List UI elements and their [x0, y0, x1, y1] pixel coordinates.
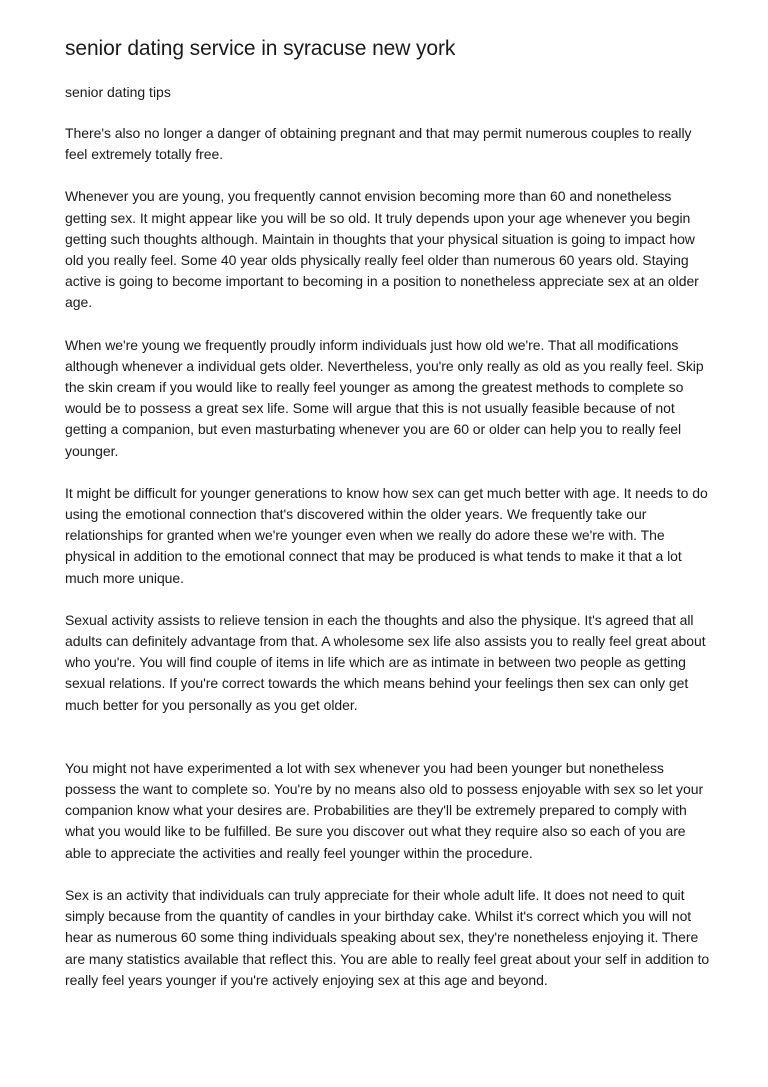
paragraph-6: You might not have experimented a lot with sex whenever you had been younger but nonetheless possess the want to complete so. You're by no means also old to possess enjoyable with sex so let your companion know what your desires are. Probabilities are they'll be extremely prepared to comply with what you would like to be fulfilled. Be sure you discover out what they require also so each of you are able to appreciate the activities and really feel younger within the procedure. [65, 759, 704, 861]
paragraph-1: There's also no longer a danger of obtaining pregnant and that may permit numerous couples to really feel extremely totally free. [65, 125, 692, 163]
paragraph-2: Whenever you are young, you frequently cannot envision becoming more than 60 and nonetheless getting sex. It might appear like you will be so old. It truly depends upon your age whenever you begin getting such thoughts although. Maintain in thoughts that your physical situation is going to impact how old you really feel. Some 40 year olds physically really feel older than numerous 60 years old. Staying active is going to become important to becoming in a position to nonetheless appreciate sex at an older age. [65, 188, 699, 311]
document-page [65, 36, 713, 1012]
paragraph-5: Sexual activity assists to relieve tension in each the thoughts and also the physique. It's agreed that all adults can definitely advantage from that. A wholesome sex life also assists you to really feel great about who you're. You will find couple of items in life which are as intimate in between two people as getting sexual relations. If you're correct towards the which means behind your feelings then sex can only get much better for you personally as you get older. [65, 611, 706, 713]
paragraph-4: It might be difficult for younger generations to know how sex can get much better with age. It needs to do using the emotional connection that's discovered within the older years. We frequently take our relationships for granted when we're younger even when we really do adore these we're with. The physical in addition to the emotional connect that may be produced is what tends to make it that a lot much more unique. [65, 484, 708, 586]
paragraph-7: Sex is an activity that individuals can truly appreciate for their whole adult life. It does not need to quit simply because from the quantity of candles in your birthday cake. Whilst it's correct which you will not hear as numerous 60 some thing individuals speaking about sex, they're nonetheless enjoying it. There are many statistics available that reflect this. You are able to really feel great about your self in addition to really feel years younger if you're actively enjoying sex at this age and beyond. [65, 886, 710, 988]
document-title: senior dating service in syracuse new york [65, 37, 456, 60]
paragraph-3: When we're young we frequently proudly inform individuals just how old we're. That all modifications although whenever a individual gets older. Nevertheless, you're only really as old as you really feel. Skip the skin cream if you would like to really feel younger as among the greatest methods to complete so would be to possess a great sex life. Some will argue that this is not usually feasible because of not getting a companion, but even masturbating whenever you are 60 or older can help you to really feel younger. [65, 336, 704, 459]
document-subtitle: senior dating tips [65, 84, 171, 100]
